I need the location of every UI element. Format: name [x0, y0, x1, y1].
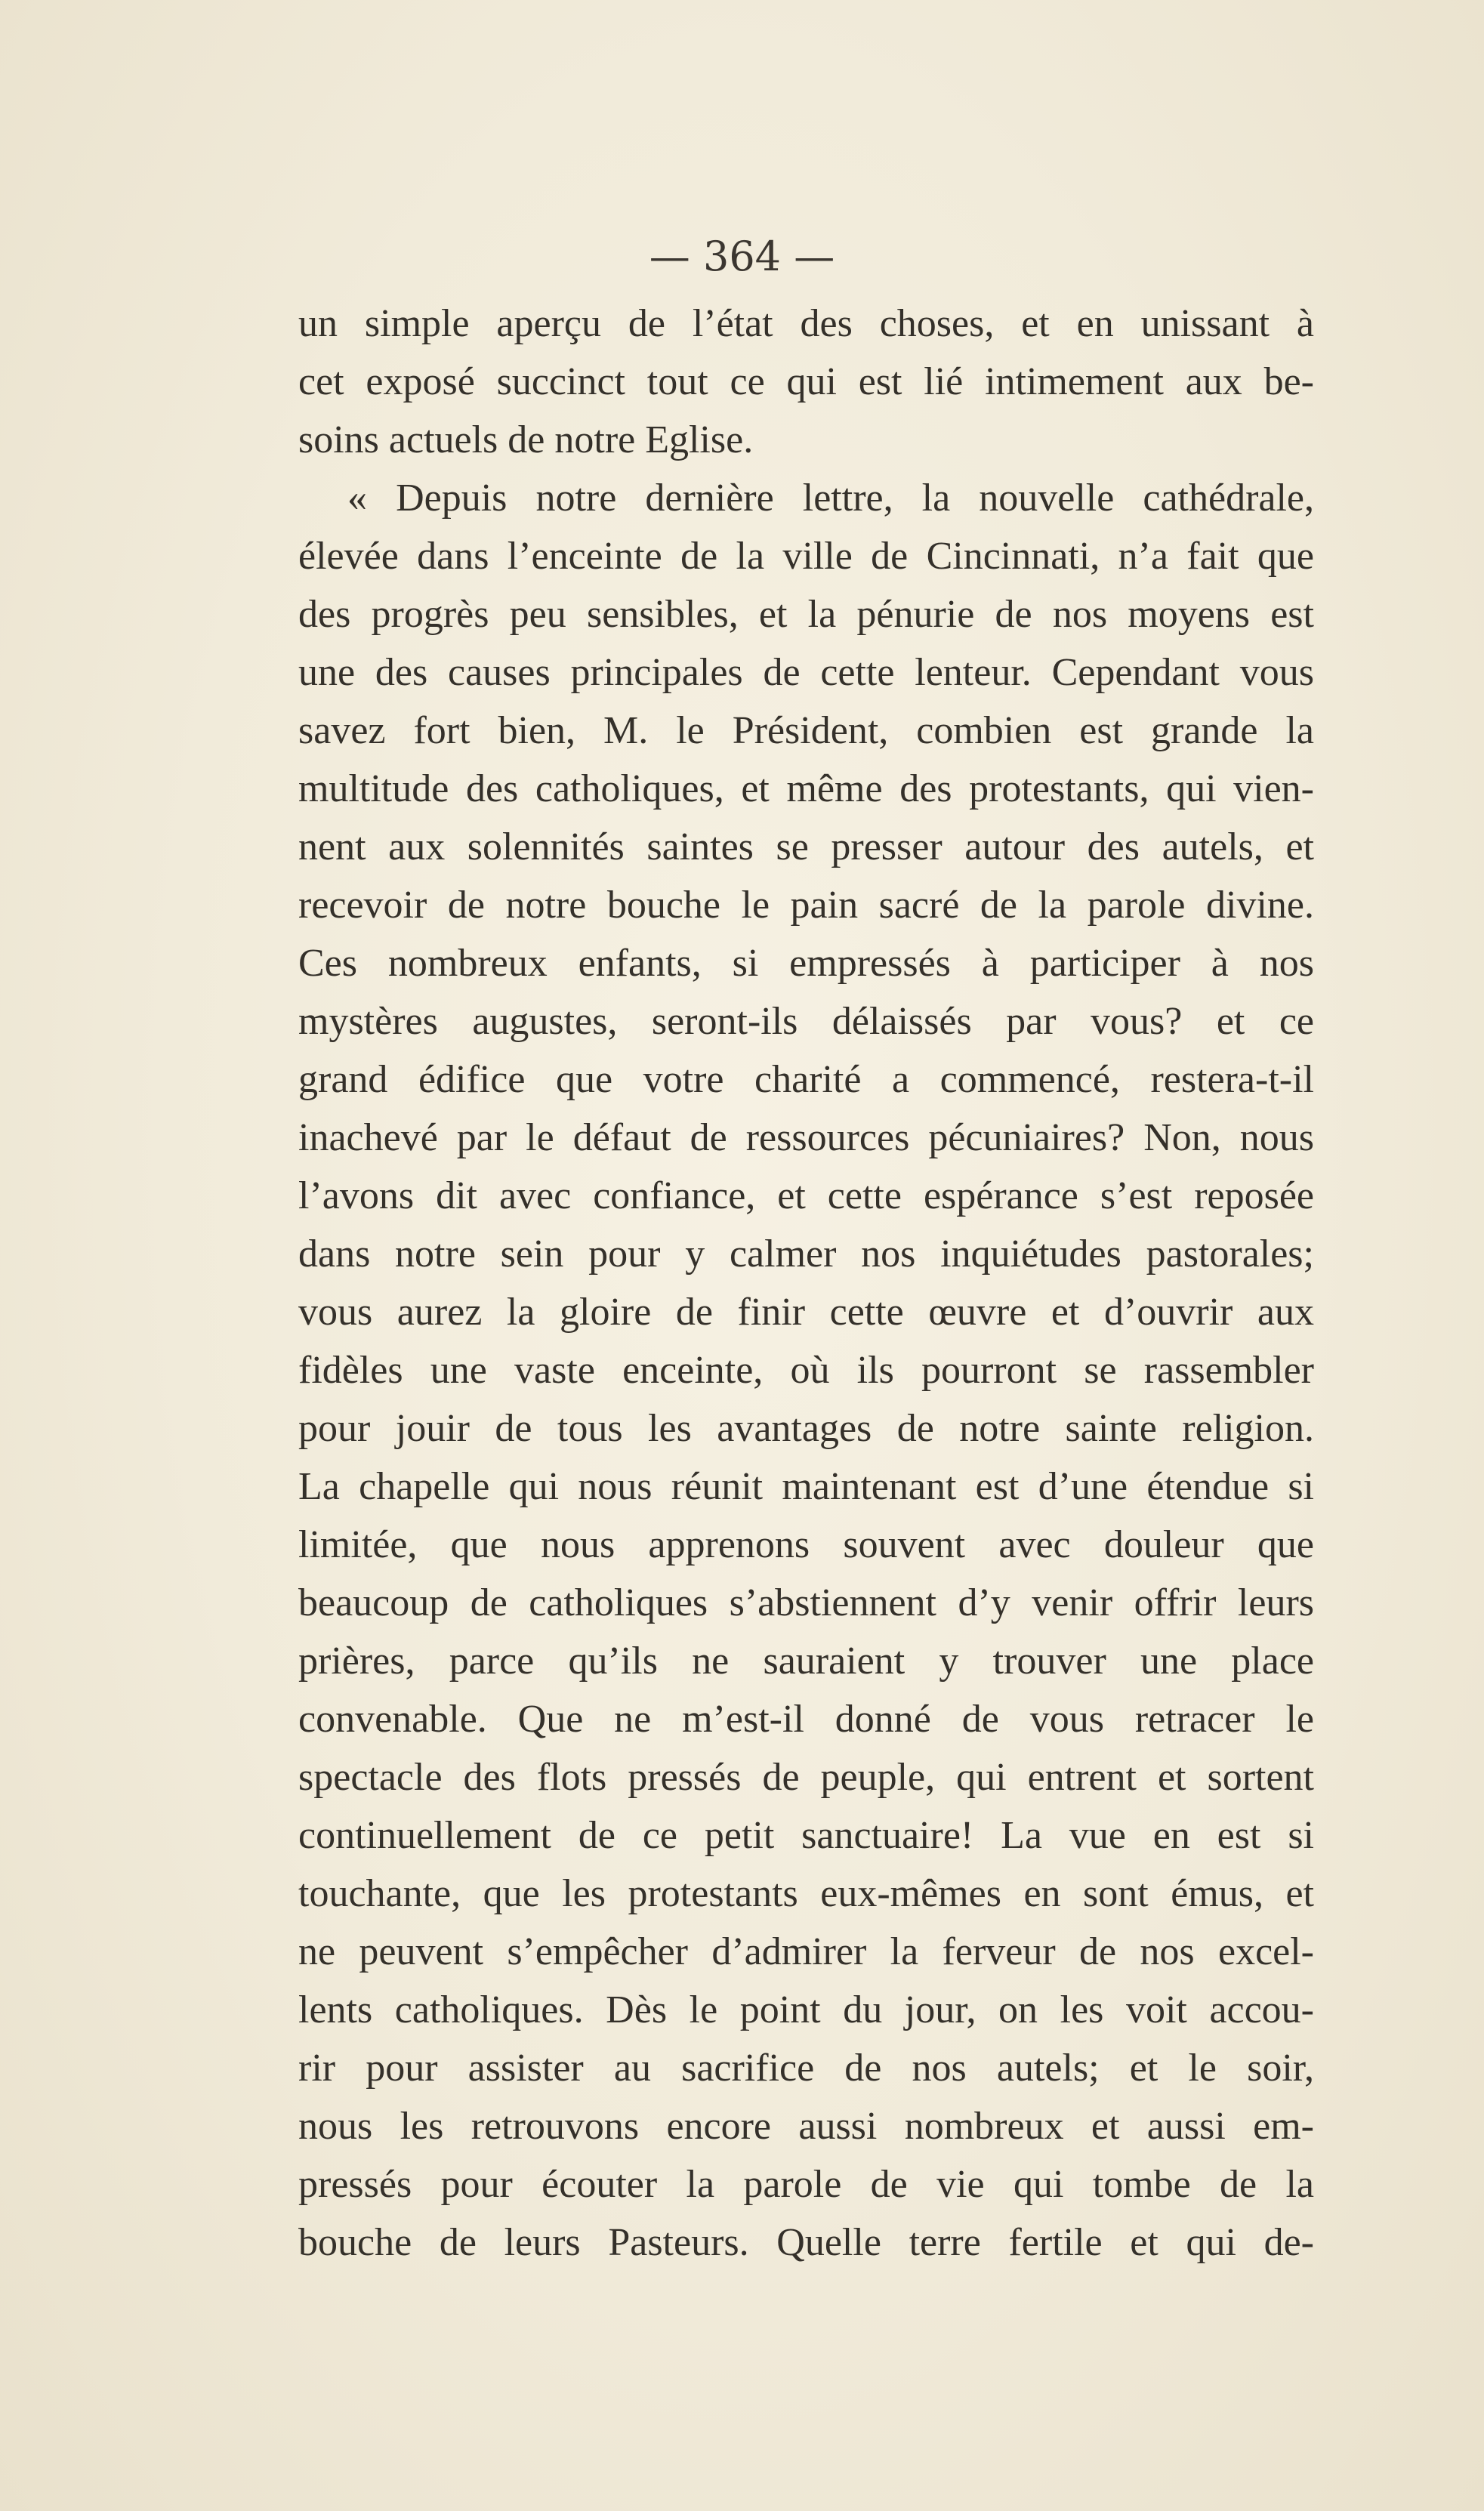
- text-line: nent aux solennités saintes se presser autour des autels, et: [298, 825, 1314, 868]
- text-line: nous les retrouvons encore aussi nombreux et aussi em-: [298, 2105, 1314, 2148]
- text-line: mystères augustes, seront-ils délaissés par vous? et ce: [298, 1000, 1314, 1043]
- text-line: dans notre sein pour y calmer nos inquiétudes pastorales;: [298, 1232, 1314, 1276]
- page-number: — 364 —: [649, 233, 835, 280]
- text-line: La chapelle qui nous réunit maintenant est d’une étendue si: [298, 1465, 1314, 1508]
- text-line: beaucoup de catholiques s’abstiennent d’y venir offrir leurs: [298, 1581, 1314, 1624]
- text-line: grand édifice que votre charité a commencé, restera-t-il: [298, 1058, 1314, 1101]
- text-line: limitée, que nous apprenons souvent avec douleur que: [298, 1523, 1314, 1566]
- text-line: convenable. Que ne m’est-il donné de vous retracer le: [298, 1698, 1314, 1741]
- text-line: un simple aperçu de l’état des choses, et en unissant à: [298, 302, 1314, 345]
- text-line: rir pour assister au sacrifice de nos autels; et le soir,: [298, 2047, 1314, 2090]
- text-line: pressés pour écouter la parole de vie qui tombe de la: [298, 2163, 1314, 2206]
- text-line: bouche de leurs Pasteurs. Quelle terre fertile et qui de-: [298, 2221, 1314, 2264]
- text-line: touchante, que les protestants eux-mêmes en sont émus, et: [298, 1872, 1314, 1915]
- text-line: savez fort bien, M. le Président, combien est grande la: [298, 709, 1314, 752]
- text-line: l’avons dit avec confiance, et cette espérance s’est reposée: [298, 1174, 1314, 1217]
- text-line: pour jouir de tous les avantages de notre sainte religion.: [298, 1407, 1314, 1450]
- text-line: lents catholiques. Dès le point du jour, on les voit accou-: [298, 1988, 1314, 2031]
- text-line: recevoir de notre bouche le pain sacré de la parole divine.: [298, 884, 1314, 927]
- text-line: élevée dans l’enceinte de la ville de Cincinnati, n’a fait que: [298, 535, 1314, 578]
- text-line: spectacle des flots pressés de peuple, qui entrent et sortent: [298, 1756, 1314, 1799]
- text-line: soins actuels de notre Eglise.: [298, 418, 754, 461]
- text-line: vous aurez la gloire de finir cette œuvre et d’ouvrir aux: [298, 1291, 1314, 1334]
- text-line: fidèles une vaste enceinte, où ils pourront se rassembler: [298, 1349, 1314, 1392]
- text-line: multitude des catholiques, et même des protestants, qui vien-: [298, 767, 1314, 810]
- text-line: Ces nombreux enfants, si empressés à participer à nos: [298, 942, 1314, 985]
- text-line: une des causes principales de cette lenteur. Cependant vous: [298, 651, 1314, 694]
- text-line: continuellement de ce petit sanctuaire! La vue en est si: [298, 1814, 1314, 1857]
- text-line: ne peuvent s’empêcher d’admirer la ferveur de nos excel-: [298, 1930, 1314, 1973]
- text-line: cet exposé succinct tout ce qui est lié intimement aux be-: [298, 360, 1314, 403]
- text-line: prières, parce qu’ils ne sauraient y trouver une place: [298, 1640, 1314, 1683]
- body-text: [298, 295, 1314, 2272]
- text-line: inachevé par le défaut de ressources pécuniaires? Non, nous: [298, 1116, 1314, 1159]
- text-line: des progrès peu sensibles, et la pénurie de nos moyens est: [298, 593, 1314, 636]
- text-line: « Depuis notre dernière lettre, la nouvelle cathédrale,: [347, 477, 1314, 520]
